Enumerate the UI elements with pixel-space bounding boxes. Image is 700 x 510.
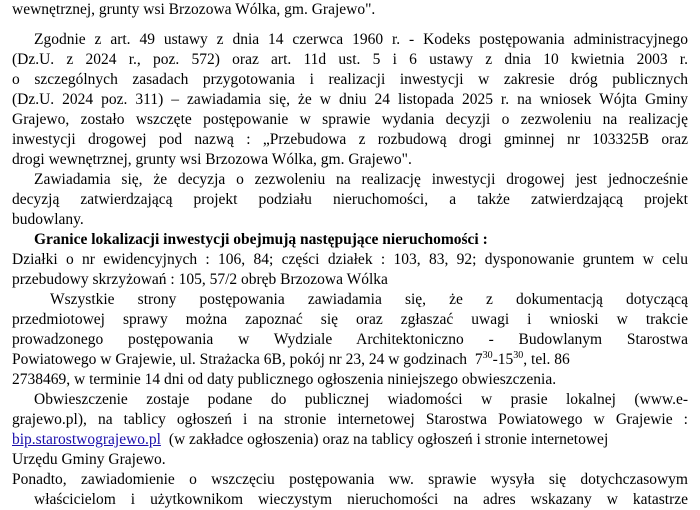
text-line-16: przedmiotowej sprawy można zapoznać się oraz zgłaszać uwagi i wnioski w trakcie (12, 311, 688, 328)
text-line-6: Grajewo, zostało wszczęte postępowanie w sprawie wydania decyzji o zezwoleniu na realizację (12, 111, 688, 128)
text-line-8: drogi wewnętrznej, grunty wsi Brzozowa Wólka, gm. Grajewo". (12, 151, 412, 168)
text-line-20: Obwieszczenie zostaje podane do publicznej wiadomości w prasie lokalnej (www.e- (34, 391, 688, 408)
text-line-24: Ponadto, zawiadomienie o wszczęciu postępowania ww. sprawie wysyła się dotychczasowym (12, 471, 688, 488)
section-heading: Granice lokalizacji inwestycji obejmują następujące nieruchomości : (34, 231, 488, 248)
text-line-4: o szczególnych zasadach przygotowania i realizacji inwestycji w zakresie dróg publicznych (12, 71, 688, 88)
text-line-25: właścicielom i użytkownikom wieczystym nieruchomości na adres wskazany w katastrze (34, 491, 688, 508)
office-hours: $7^{30}-15^{30}$, tel. 86 (474, 349, 570, 368)
text-line-17: prowadzonego postępowania w Wydziale Architektoniczno - Budowlanym Starostwa (12, 331, 688, 348)
text-line-1: wewnętrznej, grunty wsi Brzozowa Wólka, gm. Grajewo". (12, 1, 376, 18)
text-line-21: grajewo.pl), na tablicy ogłoszeń i na stronie internetowej Starostwa Powiatowego w Grajewie : (12, 411, 688, 428)
text-line-22-rest: (w zakładce ogłoszenia) oraz na tablicy ogłoszeń i stronie internetowej (168, 431, 609, 448)
text-line-5: (Dz.U. 2024 poz. 311) – zawiadamia się, że w dniu 24 listopada 2025 r. na wniosek Wójta Gminy (12, 91, 688, 108)
text-line-15: Wszystkie strony postępowania zawiadamia się, że z dokumentacją dotyczącą (50, 291, 688, 308)
text-line-23: Urzędu Gminy Grajewo. (12, 451, 166, 468)
text-line-2: Zgodnie z art. 49 ustawy z dnia 14 czerwca 1960 r. - Kodeks postępowania administracyjnego (34, 31, 688, 48)
text-line-19: 2738469, w terminie 14 dni od daty publicznego ogłoszenia niniejszego obwieszczenia. (12, 371, 557, 388)
text-line-9: Zawiadamia się, że decyzja o zezwoleniu na realizację inwestycji drogowej jest jednocześnie (34, 171, 688, 188)
text-line-14: przebudowy skrzyżowań : 105, 57/2 obręb Brzozowa Wólka (12, 271, 388, 288)
text-line-3: (Dz.U. z 2024 r., poz. 572) oraz art. 11d ust. 5 i 6 ustawy z dnia 10 kwietnia 2003 r. (12, 51, 688, 68)
text-line-10: decyzją zatwierdzającą projekt podziału nieruchomości, a także zatwierdzającą projekt (12, 191, 688, 208)
text-line-7: inwestycji drogowej pod nazwą : „Przebudowa z rozbudową drogi gminnej nr 103325B oraz (12, 131, 688, 148)
text-line-18 (12, 350, 688, 370)
text-line-18-main: Powiatowego w Grajewie, ul. Strażacka 6B, pokój nr 23, 24 w godzinach (12, 351, 467, 368)
text-line-11: budowlany. (12, 211, 84, 228)
bip-link[interactable]: bip.starostwograjewo.pl (12, 431, 161, 448)
text-line-13: Działki o nr ewidencyjnych : 106, 84; części działek : 103, 83, 92; dysponowanie gruntem w celu (12, 251, 688, 268)
text-line-22 (12, 430, 688, 450)
